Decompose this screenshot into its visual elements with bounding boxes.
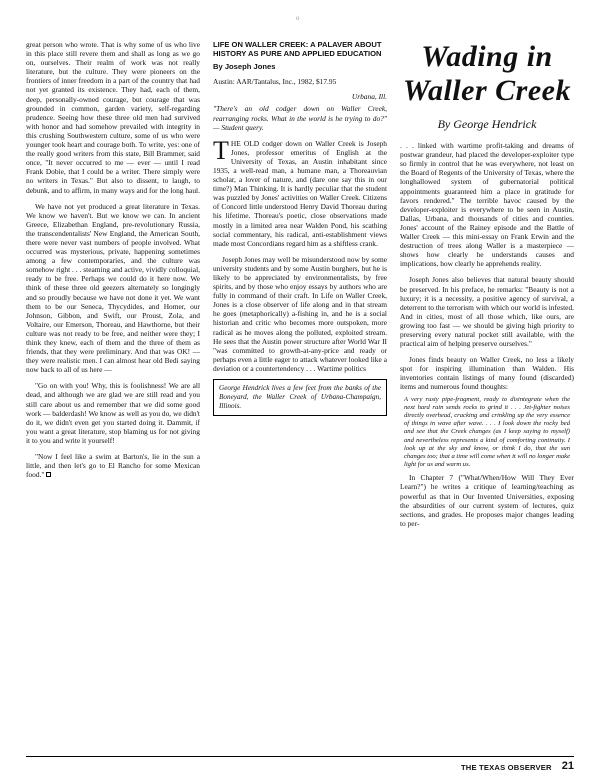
paragraph: . . . linked with wartime profit-taking and dreams of postwar grandeur, had placed the developer-exploiter type so firmly in control that he was everywhere, not least on the Board of Regents of the University of Texas, where the longhallowed system of gubernatorial political appointments guaranteed him a place in gratitude for favors rendered." The terrible havoc caused by the developer-exploiter is everywhere to be seen in Austin, Dallas, Urbana, and thousands of cities and counties. Jones' account of the Rainey episode and the Battle of Waller Creek — this mini-essay on Frank Erwin and the destruction of trees along Waller is a masterpiece — shows how clearly he understands causes and implications, how clearly he apprehends reality. xyxy=(400,141,575,269)
paragraph: "Now I feel like a swim at Barton's, lie in the sun a little, and then let's go to El Rancho for some Mexican food." xyxy=(26,452,200,480)
paragraph: In Chapter 7 ("What/When/How Will They Ever Learn?") he writes a critique of learning/teaching as powerful as that in Our Invented Universities, exposing the absurdities of our current system of lectures, quiz sections, and grades. He proposes major changes leading to per- xyxy=(400,473,574,528)
page-number: 21 xyxy=(561,760,574,772)
page-footer xyxy=(26,756,574,772)
paragraph: Joseph Jones may well be misunderstood now by some university students and by some Austin burghers, but he is likely to be appreciated by environmentalists, by free spirits, and by those who enjoy essays by authors who are fully in command of their craft. In Life on Waller Creek, Jones is a close observer of life along and in that stream he goes (metaphorically) a-fishing in, and he is a social historian and critic who becomes more outspoken, more radical as he moves along the polluted, exploited stream. He sees that the Austin power structure after World War II "was committed to growth-at-any-price and ready or perhaps even a little eager to attack whatever looked like a deviation or a countertendency . . . Wartime politics xyxy=(213,254,387,373)
book-title: LIFE ON WALLER CREEK: A PALAVER ABOUT HISTORY AS PURE AND APPLIED EDUCATION xyxy=(213,40,382,59)
page-top-mark: o xyxy=(296,14,300,22)
book-excerpt-quote: A very rusty pipe-fragment, ready to disintegrate when the next hard rain sends rocks to grind it . . . Jet-fighter noises directly overhead, cracking and crinkling up the very essence of things in wave after wave. . . . I look down the rocky bed and see that the Creek changes (as I keep saying to myself) and nevertheless represents a kind of comforting continuity. I look up at the sky and know, or think I do, that the sun changes too; that a time will come when it will no longer make light for us and warm us. xyxy=(404,395,570,469)
end-of-article-mark xyxy=(46,472,51,477)
paragraph: Jones finds beauty on Waller Creek, no less a likely spot for inspiring illumination than Walden. His inventories contain listings of many found (discarded) items and numerous found thoughts: xyxy=(400,355,574,392)
article-columns xyxy=(26,40,574,528)
article-byline: By George Hendrick xyxy=(437,117,537,131)
paragraph: Joseph Jones also believes that natural beauty should be preserved. In his preface, he remarks: "Beauty is not a luxury; it is a necessity, a positive agency of survival, a deterrent to the terrorism with which our world is infested. And in cities, most of all those which, like ours, are growing too fast — we should be giving high priority to preserving every natural pocket still available, with the practical aim of helping preserve ourselves." xyxy=(400,275,574,349)
pull-quote: "There's an old codger down on Waller Creek, rearranging rocks. What in the world is he trying to do?" — Student query. xyxy=(213,104,387,132)
headline-line-1: Wading in xyxy=(421,40,553,73)
paragraph: great person who wrote. That is why some of us who live in this place still revere them and shall as long as we go on, ourselves. Their realm of work was not really literature, but the culture. They were pioneers on the frontiers of inner freedom in a part of the country that had not yet granted its existence. They had, each of them, deep, personally-owned courage, but courage that was grounded in common, garden variety, self-regarding prudence. Seeing how these three old men had survived with honor and had somehow prevailed with integrity in this crushing Southwestern culture, some of us who were younger took heart and courage both. To write, yes: one of the really good writers from this state, Bill Brammer, said once, "It never occurred to me — ever — until I read Frank Dobie, that I could be a writer. There simply were no writers in Texas." But also to dissent, to laugh, to debunk, and to affirm, in many ways and for the long haul. xyxy=(26,40,200,195)
headline-line-2: Waller Creek xyxy=(403,74,571,107)
book-author: By Joseph Jones xyxy=(213,61,276,71)
column-one xyxy=(26,40,200,528)
publication-info: Austin: AAR/Tantalus, Inc., 1982, $17.95 xyxy=(213,77,337,87)
paragraph: "Go on with you! Why, this is foolishness! We are all dead, and although we are glad we are still read and you still care about us and remember that we did some good work — balderdash! We know as well as you do, we didn't do it, we didn't even get you started doing it. Dammit, if you want a great literature, stop blaming us for not giving it to you and write it yourself! xyxy=(26,381,200,445)
dateline-place: Urbana, Ill. xyxy=(351,92,387,102)
paragraph-with-dropcap: THE OLD codger down on Waller Creek is Joseph Jones, professor emeritus of English at the University of Texas, an Austin inhabitant since 1935, a well-read man, a humane man, a Thoreauvian scholar, a lover of nature, and (dare one say this in our time?) Man Thinking. It is hardly peculiar that the student was puzzled by Jones' activities on Waller Creek. Citizens of Concord little understood Henry David Thoreau during his lifetime. Thoreau's poetic, close observations made mostly in a limited area near Walden Pond, his scathing social commentary, his radical, anti-establishment views made most Concordians regard him as a shiftless crank. xyxy=(213,135,387,248)
paragraph: We have not yet produced a great literature in Texas. We know we haven't. But we know we can. In ancient Greece, Elizabethan England, pre-revolutionary Russia, the transcendentalists' New England, the American South, there were never vast numbers of people involved. What occurred was mysterious, private, happening sometimes among a few contemporaries, and the culture was somehow right . . . steaming and active, vividly colloquial, ready to be free. Perhaps we could do it here now. We think of these three old geezers alternately so longingly and so proudly because we have not done it yet. We want them to be our Seneca, Thycydides, and Homer, our Johnson, Gibbon, and Swift, our Proust, Zola, and Voltaire, our Emerson, Thoreau, and Hawthorne, but their culture was not ready to be free, and neither were they; I think they knew, each of them and the three of them as friends, that they were preliminary. And that was OK! — they were realistic men. I can almost hear old Bedi saying now back to all of us here — xyxy=(26,201,200,375)
article-headline xyxy=(400,40,574,129)
column-two xyxy=(213,40,387,528)
column-three xyxy=(400,40,574,528)
author-biography-note: George Hendrick lives a few feet from the banks of the Boneyard, the Waller Creek of Urbana-Champaign, Illinois. xyxy=(213,379,387,416)
publication-name: THE TEXAS OBSERVER xyxy=(460,763,552,772)
